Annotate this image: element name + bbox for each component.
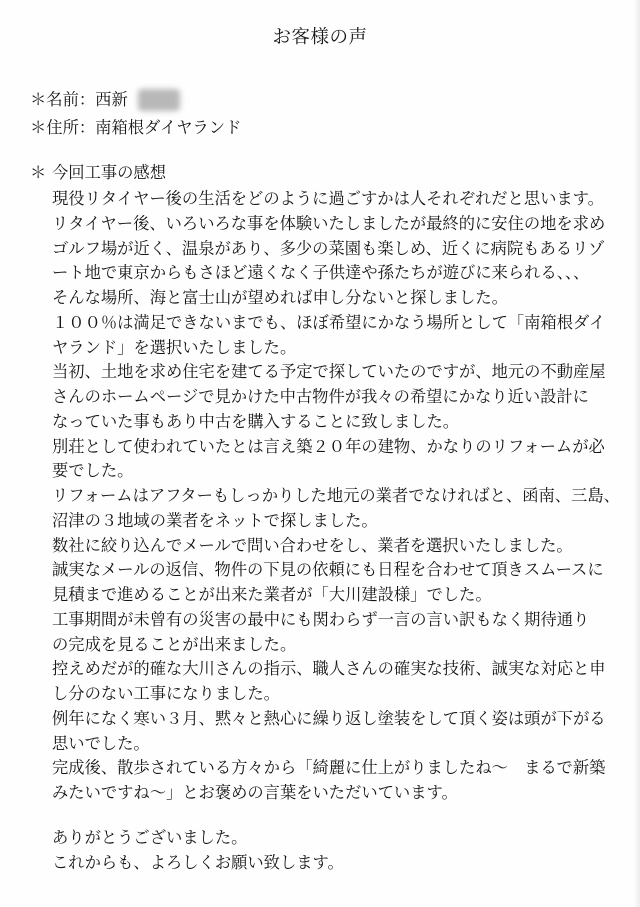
body-line: 沼津の３地域の業者をネットで探しました。 (52, 510, 378, 530)
section-heading-text: 今回工事の感想 (52, 163, 166, 182)
body-line: ート地で東京からもさほど遠くなく子供達や孫たちが遊びに来られる、、、 (52, 263, 590, 283)
name-field (30, 88, 128, 112)
closing-line: ありがとうございました。 (52, 828, 248, 847)
document-title: お客様の声 (272, 27, 368, 48)
body-line: そんな場所、海と富士山が望めれば申し分ないと探しました。 (52, 288, 508, 307)
body-line: 工事期間が未曾有の災害の最中にも関わらず一言の言い訳もなく期待通り (52, 609, 590, 629)
address-marker: ＊ (30, 118, 47, 137)
address-field (30, 116, 241, 140)
closing-line: これからも、よろしくお願い致します。 (52, 852, 344, 872)
body-line: ゴルフ場が近く、温泉があり、多少の菜園も楽しめ、近くに病院もあるリゾ (52, 238, 605, 258)
body-line: 控えめだが的確な大川さんの指示、職人さんの確実な技術、誠実な対応と申 (52, 659, 606, 679)
body-line: さんのホームページで見かけた中古物件が我々の希望にかなり近い設計に (52, 387, 589, 406)
body-line: 数社に絞り込んでメールで問い合わせをし、業者を選択いたしました。 (52, 535, 573, 555)
body-line: ヤランド」を選択いたしました。 (52, 337, 297, 357)
body-line: みたいですね～」とお褒めの言葉をいただいています。 (52, 783, 458, 802)
body-line: 見積まで進めることが出来た業者が「大川建設様」でした。 (52, 585, 492, 604)
body-line: 当初、土地を求め住宅を建てる予定で探していたのですが、地元の不動産屋 (52, 362, 606, 382)
section-heading (30, 161, 166, 185)
name-marker: ＊ (30, 90, 47, 109)
body-line: リフォームはアフターもしっかりした地元の業者でなければと、函南、三島、 (52, 486, 620, 505)
name-value: 西新 (95, 90, 128, 109)
name-label: 名前： (46, 90, 96, 109)
address-value: 南箱根ダイヤランド (95, 118, 242, 137)
body-line: の完成を見ることが出来ました。 (52, 634, 297, 654)
body-line: 別荘として使われていたとは言え築２０年の建物、かなりのリフォームが必 (52, 436, 605, 456)
closing-remarks (52, 826, 344, 875)
body-line: 現役リタイヤー後の生活をどのように過ごすかは人それぞれだと思います。 (52, 189, 604, 208)
scan-edge-shadow (634, 0, 640, 907)
body-line: し分のない工事になりました。 (52, 684, 280, 703)
body-line: 誠実なメールの返信、物件の下見の依頼にも日程を合わせて頂きスムースに (52, 560, 604, 580)
body-line: １００％は満足できないまでも、ほぼ希望にかなう場所として「南箱根ダイ (52, 312, 606, 332)
body-line: 例年になく寒い３月、黙々と熱心に繰り返し塗装をして頂く姿は頭が下がる (52, 708, 606, 728)
body-line: リタイヤー後、いろいろな事を体験いたしましたが最終的に安住の地を求め (52, 213, 606, 233)
redacted-name-blur (138, 89, 180, 111)
testimonial-body (52, 187, 620, 806)
address-label: 住所： (46, 118, 96, 137)
body-line: 思いでした。 (52, 733, 150, 753)
body-line: 完成後、散歩されている方々から「綺麗に仕上がりましたね～ まるで新築 (52, 758, 606, 778)
section-marker: ＊ (30, 163, 47, 182)
body-line: 要でした。 (52, 461, 134, 481)
body-line: なっていた事もあり中古を購入することに致しました。 (52, 411, 460, 431)
